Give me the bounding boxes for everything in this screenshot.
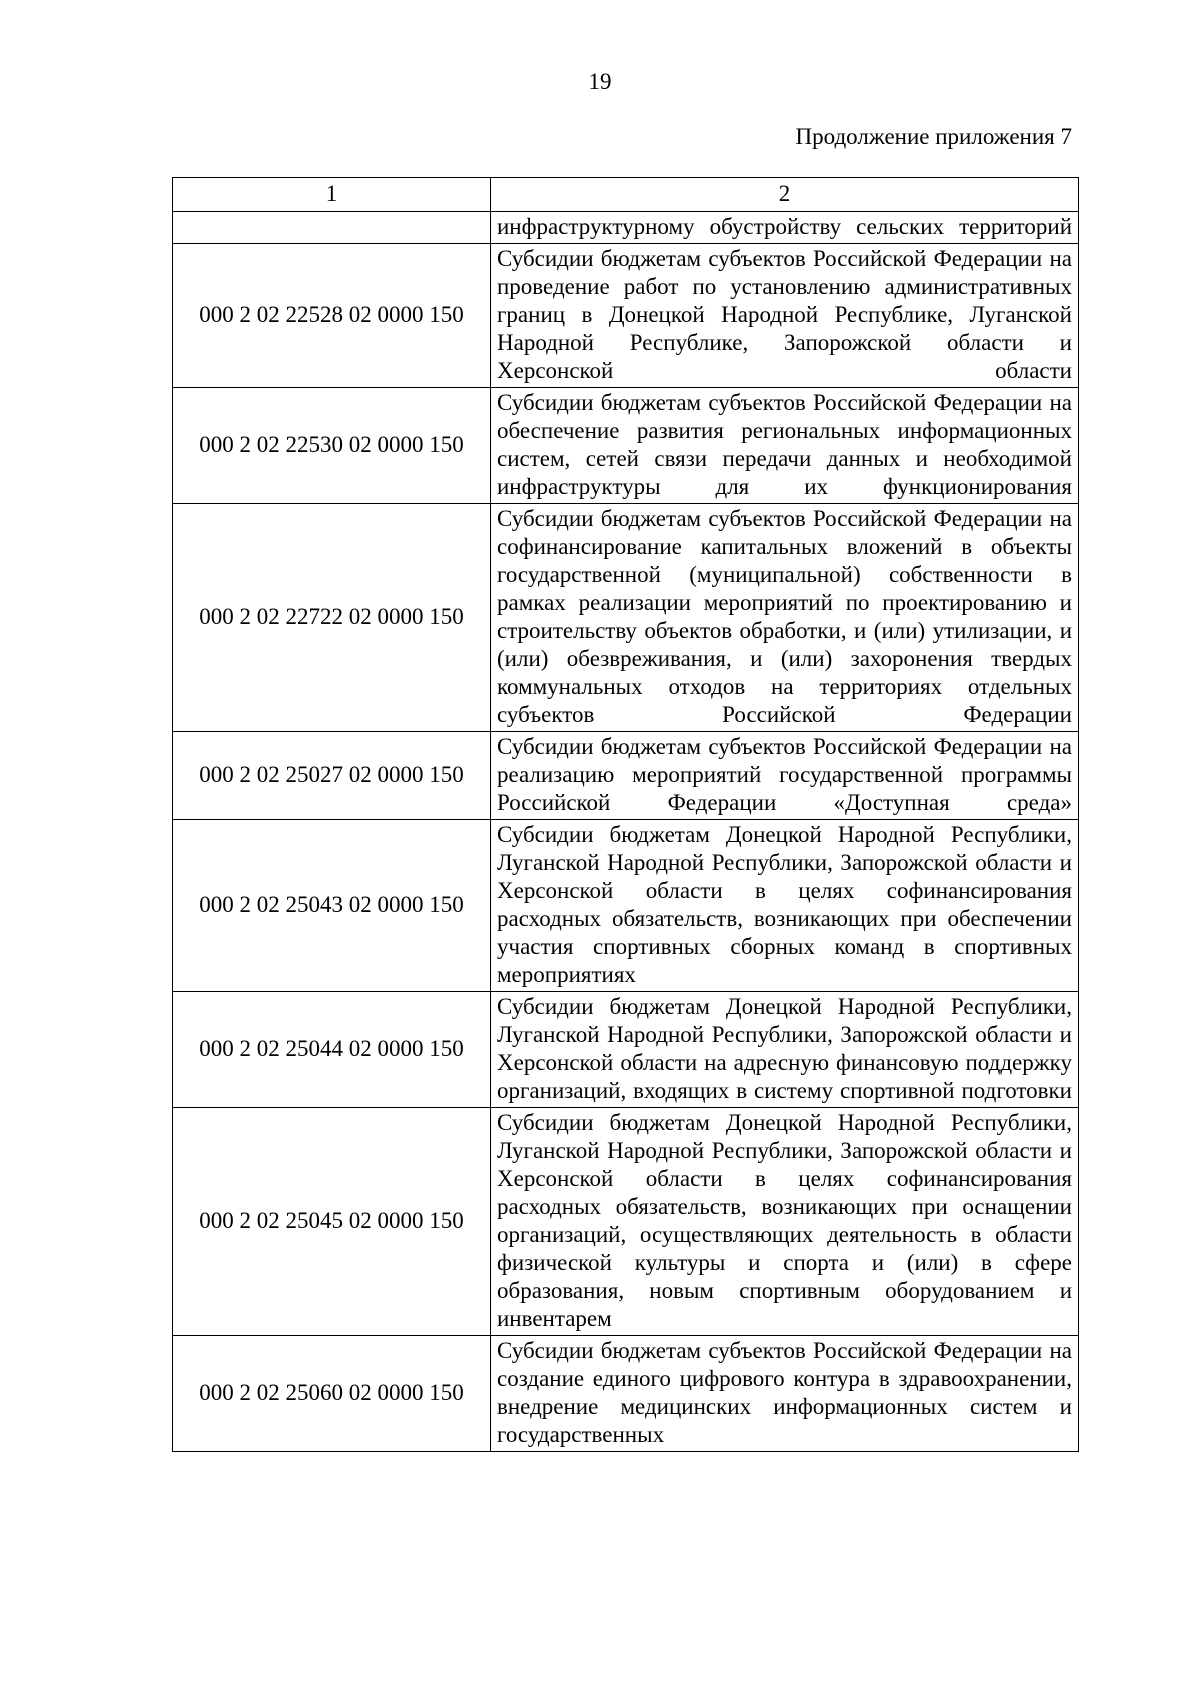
table-row bbox=[173, 212, 1079, 244]
income-description: Субсидии бюджетам субъектов Российской Федерации на создание единого цифрового контура в здравоохранении, внедрение медицинских информационных систем и государственных bbox=[491, 1336, 1079, 1452]
table-row bbox=[173, 244, 1079, 388]
income-description: Субсидии бюджетам субъектов Российской Федерации на обеспечение развития региональных информационных систем, сетей связи передачи данных и необходимой инфраструктуры для их функционирования bbox=[491, 388, 1079, 504]
table-row bbox=[173, 732, 1079, 820]
classification-code: 000 2 02 25027 02 0000 150 bbox=[173, 732, 491, 820]
classification-code: 000 2 02 25043 02 0000 150 bbox=[173, 820, 491, 992]
classification-code: 000 2 02 22530 02 0000 150 bbox=[173, 388, 491, 504]
income-description: Субсидии бюджетам субъектов Российской Федерации на реализацию мероприятий государственной программы Российской Федерации «Доступная среда» bbox=[491, 732, 1079, 820]
income-description: Субсидии бюджетам субъектов Российской Федерации на проведение работ по установлению административных границ в Донецкой Народной Республике, Луганской Народной Республике, Запорожской области и Херсонской области bbox=[491, 244, 1079, 388]
income-description: инфраструктурному обустройству сельских территорий bbox=[491, 212, 1079, 244]
classification-code: 000 2 02 22722 02 0000 150 bbox=[173, 504, 491, 732]
page-number: 19 bbox=[588, 69, 612, 94]
classification-code bbox=[173, 212, 491, 244]
appendix-continuation-note: Продолжение приложения 7 bbox=[795, 124, 1072, 149]
income-description: Субсидии бюджетам Донецкой Народной Республики, Луганской Народной Республики, Запорожской области и Херсонской области на адресную финансовую поддержку организаций, входящих в систему спортивной подготовки bbox=[491, 992, 1079, 1108]
table-row bbox=[173, 820, 1079, 992]
income-description: Субсидии бюджетам Донецкой Народной Республики, Луганской Народной Республики, Запорожской области и Херсонской области в целях софинансирования расходных обязательств, возникающих при обеспечении участия спортивных сборных команд в спортивных мероприятиях bbox=[491, 820, 1079, 992]
table-row bbox=[173, 992, 1079, 1108]
classification-code: 000 2 02 22528 02 0000 150 bbox=[173, 244, 491, 388]
column-header-2: 2 bbox=[491, 178, 1079, 212]
table-row bbox=[173, 1336, 1079, 1452]
table-row bbox=[173, 504, 1079, 732]
classification-code: 000 2 02 25045 02 0000 150 bbox=[173, 1108, 491, 1336]
table-row bbox=[173, 1108, 1079, 1336]
table-header-row bbox=[173, 178, 1079, 212]
table-row bbox=[173, 388, 1079, 504]
budget-codes-table bbox=[172, 177, 1079, 1452]
classification-code: 000 2 02 25044 02 0000 150 bbox=[173, 992, 491, 1108]
column-header-1: 1 bbox=[173, 178, 491, 212]
income-description: Субсидии бюджетам Донецкой Народной Республики, Луганской Народной Республики, Запорожской области и Херсонской области в целях софинансирования расходных обязательств, возникающих при оснащении организаций, осуществляющих деятельность в области физической культуры и спорта и (или) в сфере образования, новым спортивным оборудованием и инвентарем bbox=[491, 1108, 1079, 1336]
income-description: Субсидии бюджетам субъектов Российской Федерации на софинансирование капитальных вложений в объекты государственной (муниципальной) собственности в рамках реализации мероприятий по проектированию и строительству объектов обработки, и (или) утилизации, и (или) обезвреживания, и (или) захоронения твердых коммунальных отходов на территориях отдельных субъектов Российской Федерации bbox=[491, 504, 1079, 732]
classification-code: 000 2 02 25060 02 0000 150 bbox=[173, 1336, 491, 1452]
